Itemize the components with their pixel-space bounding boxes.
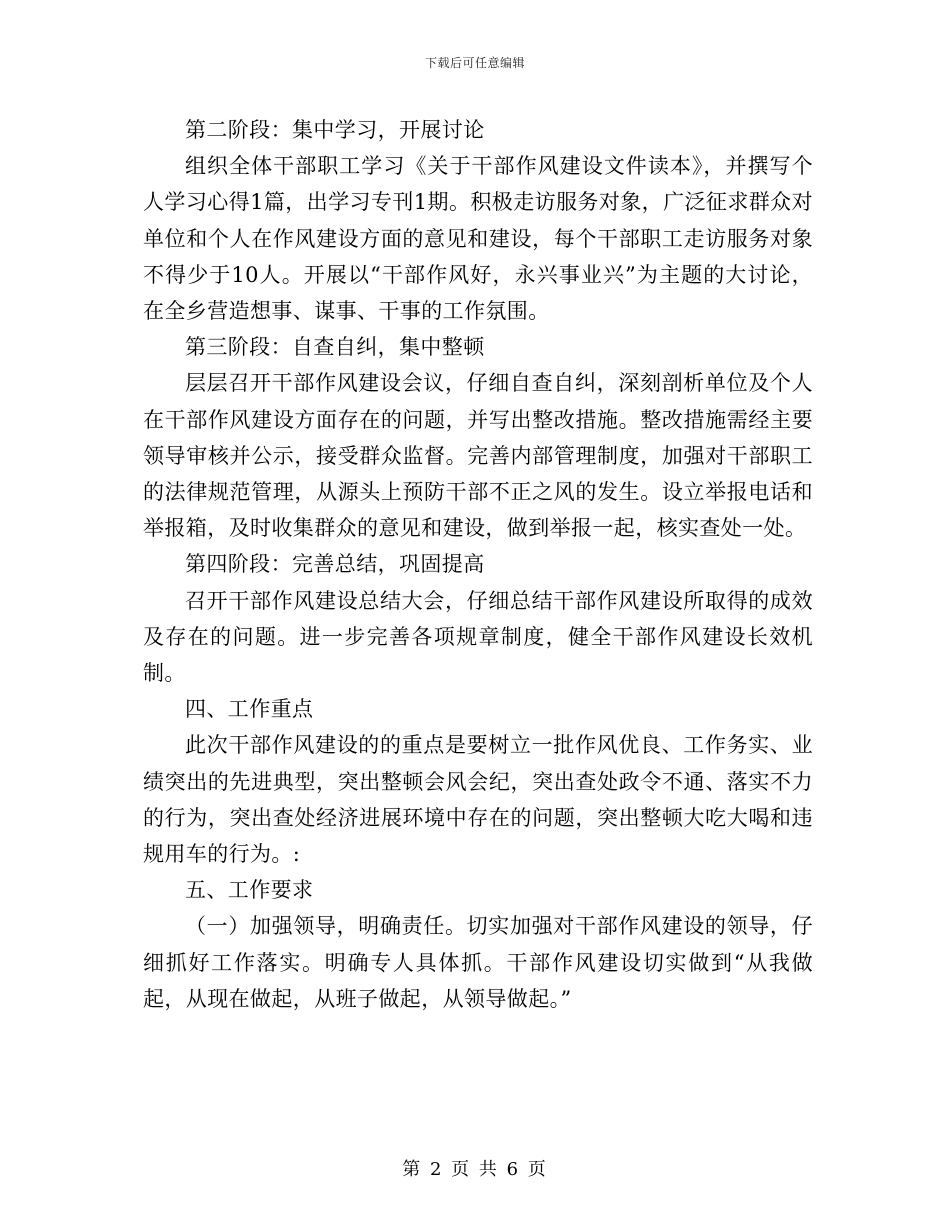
document-body: [143, 112, 813, 1017]
stage4-paragraph: 召开干部作风建设总结大会，仔细总结干部作风建设所取得的成效及存在的问题。进一步完善各项规章制度，健全干部作风建设长效机制。: [143, 588, 813, 686]
header-note: 下载后可任意编辑: [424, 56, 525, 70]
stage2-title: 第二阶段：集中学习，开展讨论: [185, 118, 485, 142]
stage2-paragraph: 组织全体干部职工学习《关于干部作风建设文件读本》，并撰写个人学习心得1篇，出学习专刊1期。积极走访服务对象，广泛征求群众对单位和个人在作风建设方面的意见和建设，每个干部职工走访服务对象不得少于10人。开展以“干部作风好，永兴事业兴”为主题的大讨论，在全乡营造想事、谋事、干事的工作氛围。: [143, 154, 813, 324]
stage3-paragraph: 层层召开干部作风建设会议，仔细自查自纠，深刻剖析单位及个人在干部作风建设方面存在的问题，并写出整改措施。整改措施需经主要领导审核并公示，接受群众监督。完善内部管理制度，加强对干部职工的法律规范管理，从源头上预防干部不正之风的发生。设立举报电话和举报箱，及时收集群众的意见和建设，做到举报一起，核实查处一处。: [143, 371, 813, 541]
section4-paragraph: 此次干部作风建设的的重点是要树立一批作风优良、工作务实、业绩突出的先进典型，突出整顿会风会纪，突出查处政令不通、落实不力的行为，突出查处经济进展环境中存在的问题，突出整顿大吃大喝和违规用车的行为。:: [143, 733, 813, 867]
section5-item-1: （一）加强领导，明确责任。切实加强对干部作风建设的领导，仔细抓好工作落实。明确专人具体抓。干部作风建设切实做到“从我做起，从现在做起，从班子做起，从领导做起。”: [143, 914, 813, 1011]
section5-title: 五、工作要求: [185, 878, 314, 903]
stage3-title: 第三阶段：自查自纠，集中整顿: [185, 335, 485, 360]
section4-title: 四、工作重点: [185, 697, 314, 722]
stage4-title: 第四阶段：完善总结，巩固提高: [185, 552, 485, 577]
page-number: 第 2 页 共 6 页: [402, 1159, 548, 1180]
